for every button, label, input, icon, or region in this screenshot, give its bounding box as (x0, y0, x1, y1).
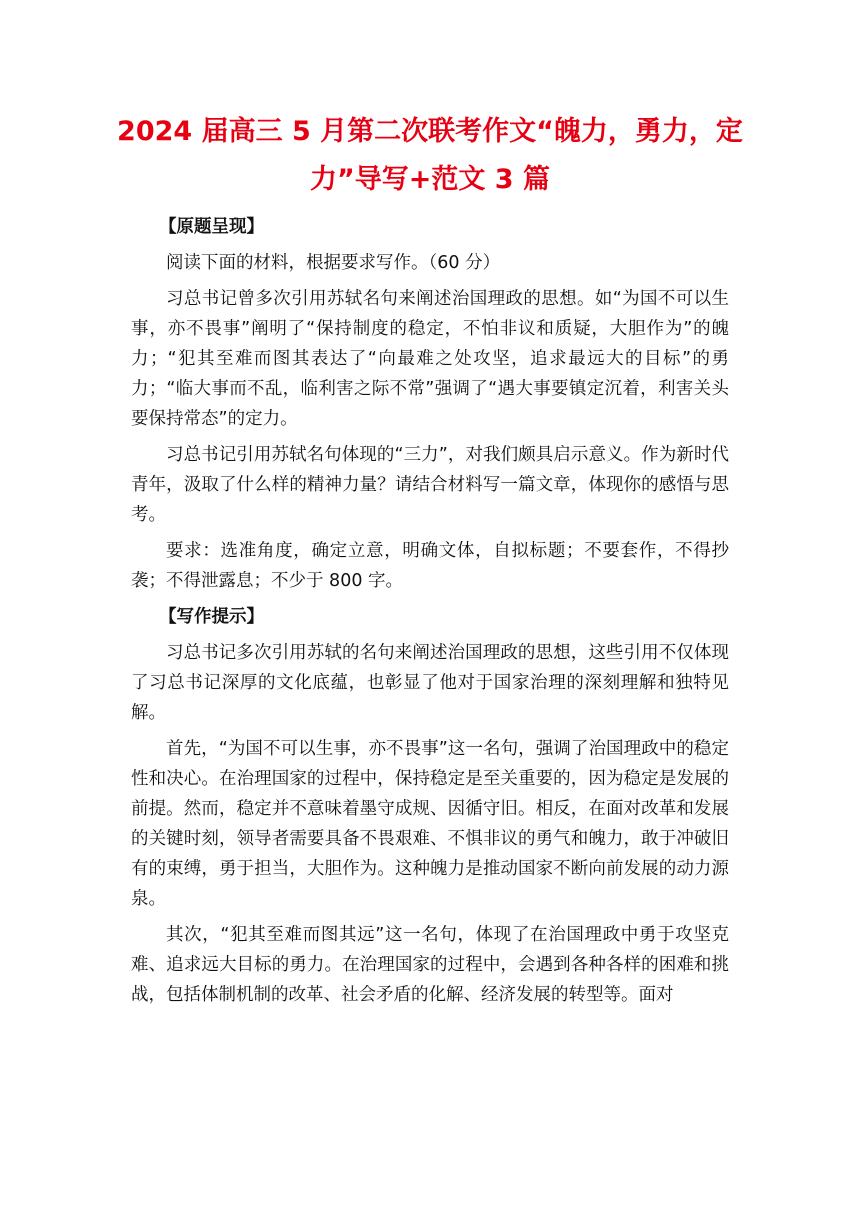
paragraph: 要求：选准角度，确定立意，明确文体，自拟标题；不要套作，不得抄袭；不得泄露息；不少于 800 字。 (131, 541, 729, 591)
document-title: 2024 届高三 5 月第二次联考作文“魄力，勇力，定力”导写+范文 3 篇 (117, 116, 743, 195)
section-heading-original-question: 【原题呈现】 (159, 217, 264, 237)
paragraph: 习总书记引用苏轼名句体现的“三力”，对我们颇具启示意义。作为新时代青年，汲取了什么样的精神力量？请结合材料写一篇文章，体现你的感悟与思考。 (131, 445, 729, 525)
paragraph: 习总书记多次引用苏轼的名句来阐述治国理政的思想，这些引用不仅体现了习总书记深厚的文化底蕴，也彰显了他对于国家治理的深刻理解和独特见解。 (131, 643, 729, 723)
paragraph: 阅读下面的材料，根据要求写作。（60 分） (166, 253, 501, 273)
document-body (131, 212, 729, 1016)
section-heading-writing-tips: 【写作提示】 (159, 607, 264, 627)
paragraph: 首先，“为国不可以生事，亦不畏事”这一名句，强调了治国理政中的稳定性和决心。在治理国家的过程中，保持稳定是至关重要的，因为稳定是发展的前提。然而，稳定并不意味着墨守成规、因循守旧。相反，在面对改革和发展的关键时刻，领导者需要具备不畏艰难、不惧非议的勇气和魄力，敢于冲破旧有的束缚，勇于担当，大胆作为。这种魄力是推动国家不断向前发展的动力源泉。 (131, 739, 729, 909)
paragraph: 习总书记曾多次引用苏轼名句来阐述治国理政的思想。如“为国不可以生事，亦不畏事”阐明了“保持制度的稳定，不怕非议和质疑，大胆作为”的魄力；“犯其至难而图其表达了“向最难之处攻坚，追求最远大的目标”的勇力；“临大事而不乱，临利害之际不常”强调了“遇大事要镇定沉着，利害关头要保持常态”的定力。 (131, 289, 729, 429)
paragraph: 其次，“犯其至难而图其远”这一名句，体现了在治国理政中勇于攻坚克难、追求远大目标的勇力。在治理国家的过程中，会遇到各种各样的困难和挑战，包括体制机制的改革、社会矛盾的化解、经济发展的转型等。面对 (131, 925, 729, 1005)
